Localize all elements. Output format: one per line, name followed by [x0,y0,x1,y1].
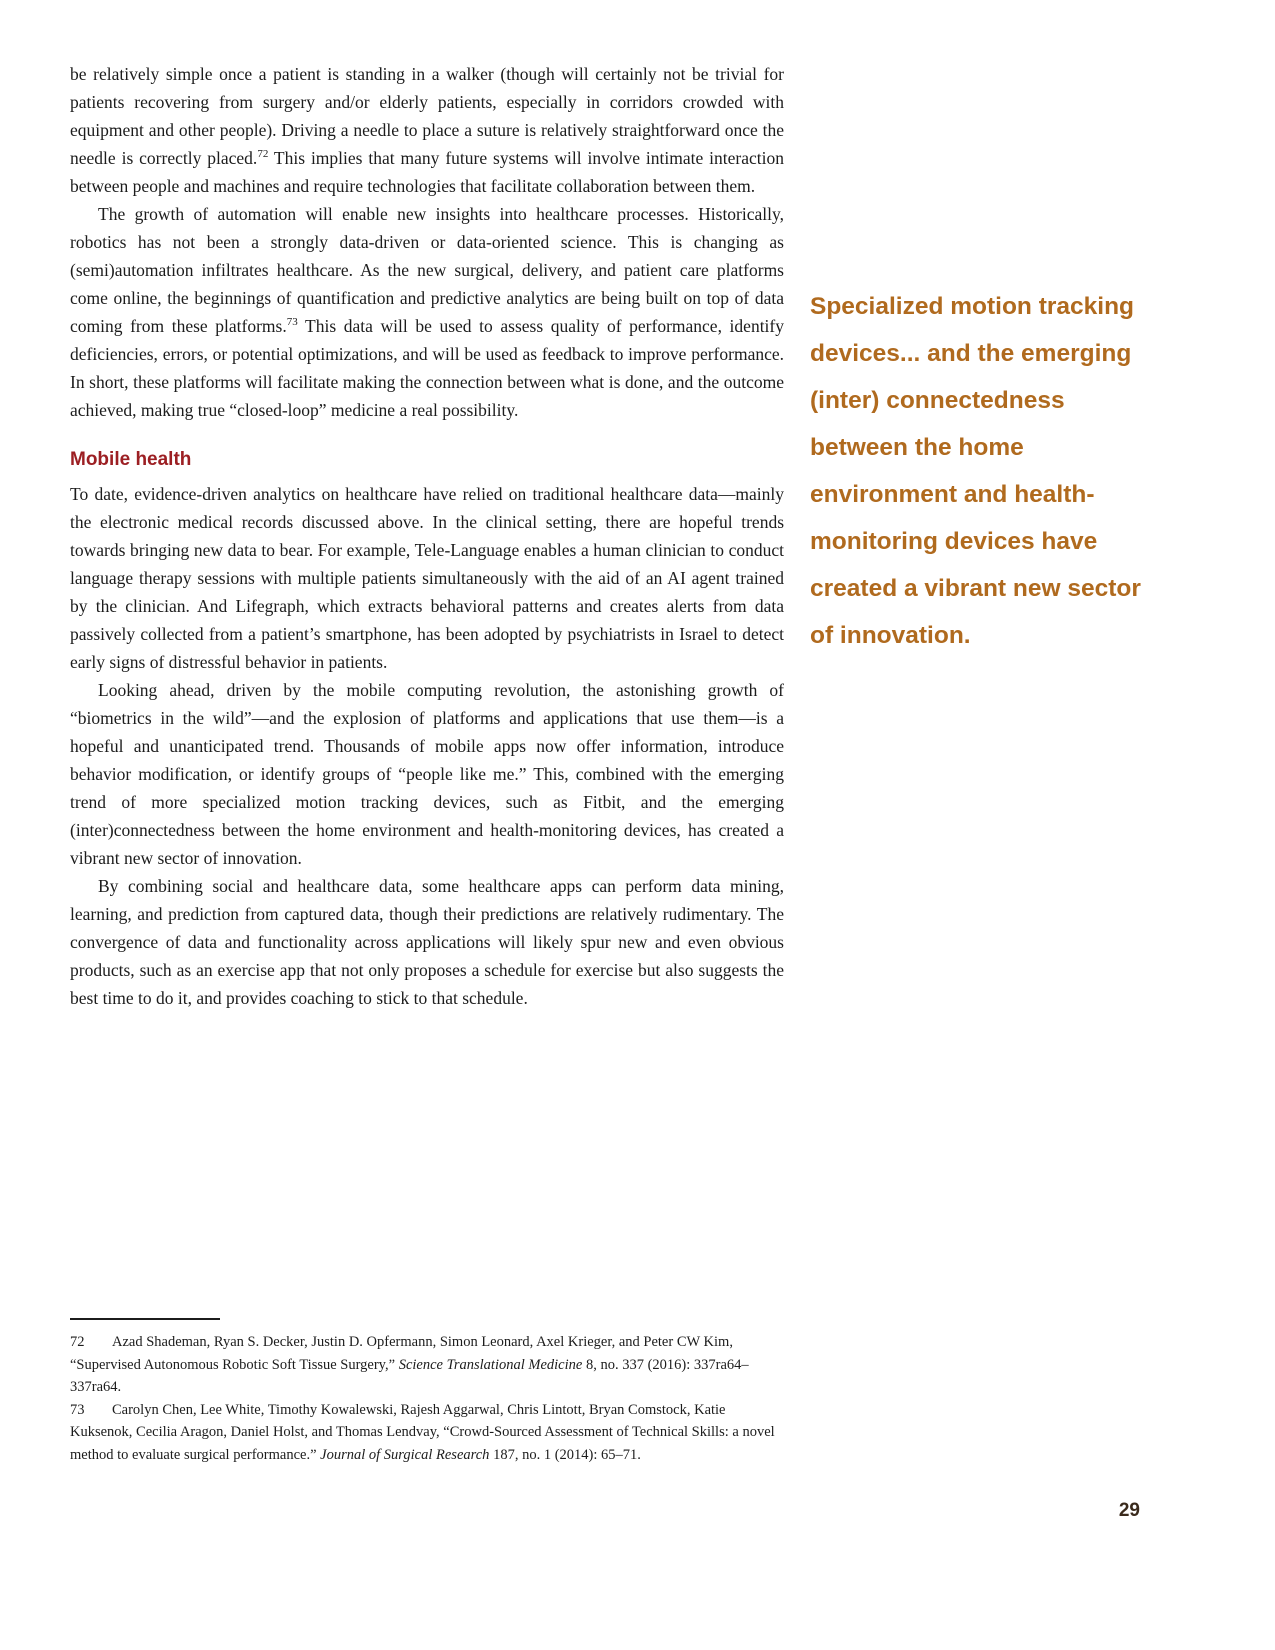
paragraph [70,60,784,200]
paragraph: Looking ahead, driven by the mobile computing revolution, the astonishing growth of “biometrics in the wild”—and the explosion of platforms and applications that use them—is a hopeful and unanticipated trend. Thousands of mobile apps now offer information, introduce behavior modification, or identify groups of “people like me.” This, combined with the emerging trend of more specialized motion tracking devices, such as Fitbit, and the emerging (inter)connectedness between the home environment and health-monitoring devices, has created a vibrant new sector of innovation. [70,680,784,868]
paragraph [70,200,784,424]
footnote-reference: 73 [286,316,298,329]
body-column [70,60,784,1012]
paragraph: To date, evidence-driven analytics on healthcare have relied on traditional healthcare data—mainly the electronic medical records discussed above. In the clinical setting, there are hopeful trends towards bringing new data to bear. For example, Tele-Language enables a human clinician to conduct language therapy sessions with multiple patients simultaneously with the aid of an AI agent trained by the clinician. And Lifegraph, which extracts behavioral patterns and creates alerts from data passively collected from a patient’s smartphone, has been adopted by psychiatrists in Israel to detect early signs of distressful behavior in patients. [70,484,784,672]
footnote [70,1399,784,1467]
page-number: 29 [1118,1500,1140,1521]
pull-quote: Specialized motion tracking devices... and the emerging (inter) connectedness between the home environment and health-monitoring devices have created a vibrant new sector of innovation. [810,293,1141,649]
footnote-text: 8, no. 337 (2016): 337ra64–337ra64. [70,1356,749,1395]
footnote-divider [70,1318,220,1320]
section-heading: Mobile health [70,449,192,470]
footnote-text: Carolyn Chen, Lee White, Timothy Kowalewski, Rajesh Aggarwal, Chris Lintott, Bryan Comstock, Katie Kuksenok, Cecilia Aragon, Daniel Holst, and Thomas Lendvay, “Crowd-Sourced Assessment of Technical Skills: a novel method to evaluate surgical performance.” [70,1401,775,1463]
footnote-journal: Journal of Surgical Research [320,1446,490,1463]
footnote-number: 73 [70,1401,85,1418]
paragraph: By combining social and healthcare data, some healthcare apps can perform data mining, learning, and prediction from captured data, though their predictions are relatively rudimentary. The convergence of data and functionality across applications will likely spur new and even obvious products, such as an exercise app that not only proposes a schedule for exercise but also suggests the best time to do it, and provides coaching to stick to that schedule. [70,876,784,1008]
paragraph-text: This data will be used to assess quality of performance, identify deficiencies, errors, or potential optimizations, and will be used as feedback to improve performance. In short, these platforms will facilitate making the connection between what is done, and the outcome achieved, making true “closed-loop” medicine a real possibility. [70,316,784,420]
paragraph-text: be relatively simple once a patient is standing in a walker (though will certainly not be trivial for patients recovering from surgery and/or elderly patients, especially in corridors crowded with equipment and other people). Driving a needle to place a suture is relatively straightforward once the needle is correctly placed. [70,64,784,168]
paragraph-text: This implies that many future systems will involve intimate interaction between people and machines and require technologies that facilitate collaboration between them. [70,148,784,196]
footnote-reference: 72 [257,148,269,161]
footnote [70,1331,784,1399]
footnote-text: 187, no. 1 (2014): 65–71. [489,1446,641,1463]
footnote-number: 72 [70,1334,85,1350]
paragraph-text: The growth of automation will enable new insights into healthcare processes. Historically, robotics has not been a strongly data-driven or data-oriented science. This is changing as (semi)automation infiltrates healthcare. As the new surgical, delivery, and patient care platforms come online, the beginnings of quantification and predictive analytics are being built on top of data coming from these platforms. [70,204,784,336]
footnote-journal: Science Translational Medicine [398,1356,583,1373]
footnote-text: Azad Shademan, Ryan S. Decker, Justin D. Opfermann, Simon Leonard, Axel Krieger, and Peter CW Kim, “Supervised Autonomous Robotic Soft Tissue Surgery,” [70,1334,733,1373]
footnotes-section [70,1318,784,1466]
